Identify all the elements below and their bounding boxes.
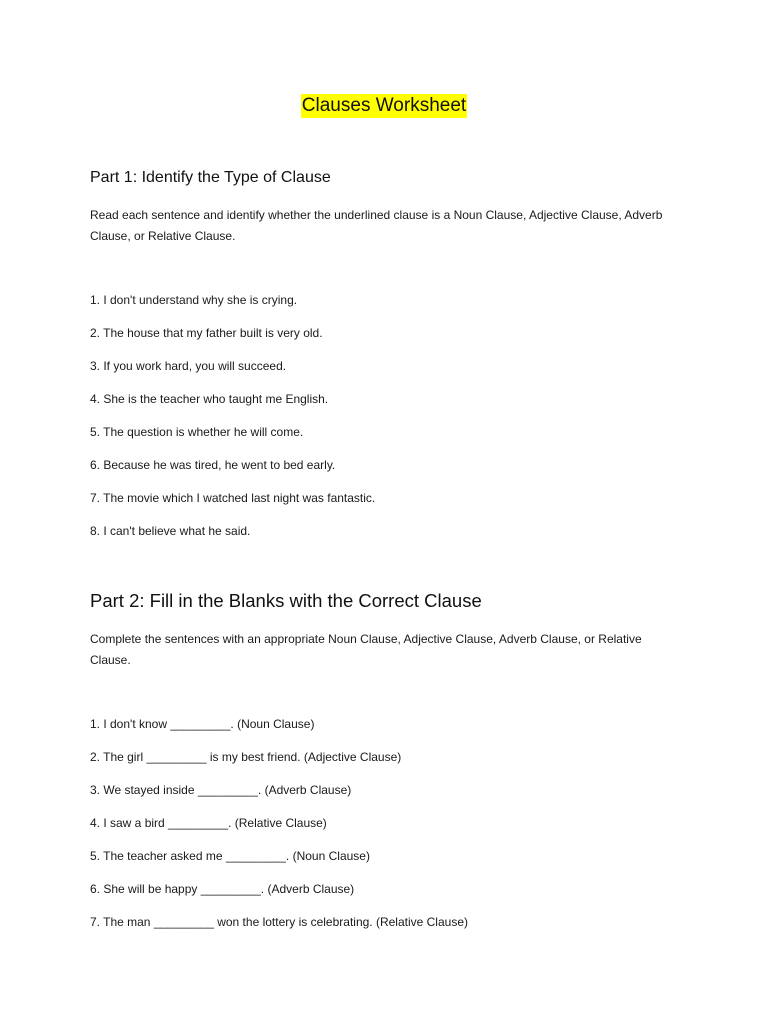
page-title: Clauses Worksheet <box>301 95 467 116</box>
question-item: 8. I can't believe what he said. <box>90 524 251 538</box>
fill-blank-item: 2. The girl _________ is my best friend. (Adjective Clause) <box>90 750 402 764</box>
part2-question-list <box>90 716 468 947</box>
title-container <box>0 94 768 118</box>
question-item: 7. The movie which I watched last night was fantastic. <box>90 491 376 505</box>
fill-blank-item: 7. The man _________ won the lottery is celebrating. (Relative Clause) <box>90 915 468 929</box>
part2-instructions: Complete the sentences with an appropriate Noun Clause, Adjective Clause, Adverb Clause, or Relative Clause. <box>90 632 642 667</box>
fill-blank-item: 1. I don't know _________. (Noun Clause) <box>90 717 315 731</box>
question-item: 6. Because he was tired, he went to bed early. <box>90 458 336 472</box>
question-item: 3. If you work hard, you will succeed. <box>90 359 287 373</box>
question-item: 5. The question is whether he will come. <box>90 425 304 439</box>
question-item: 4. She is the teacher who taught me English. <box>90 392 329 406</box>
part1-instructions: Read each sentence and identify whether the underlined clause is a Noun Clause, Adjective Clause, Adverb Clause, or Relative Clause. <box>90 208 663 243</box>
question-item: 1. I don't understand why she is crying. <box>90 293 298 307</box>
fill-blank-item: 4. I saw a bird _________. (Relative Clause) <box>90 816 327 830</box>
fill-blank-item: 5. The teacher asked me _________. (Noun Clause) <box>90 849 370 863</box>
fill-blank-item: 6. She will be happy _________. (Adverb Clause) <box>90 882 355 896</box>
fill-blank-item: 3. We stayed inside _________. (Adverb Clause) <box>90 783 352 797</box>
question-item: 2. The house that my father built is very old. <box>90 326 323 340</box>
part1-heading: Part 1: Identify the Type of Clause <box>90 169 331 186</box>
part1-question-list <box>90 292 375 556</box>
part2-heading: Part 2: Fill in the Blanks with the Correct Clause <box>90 590 482 611</box>
